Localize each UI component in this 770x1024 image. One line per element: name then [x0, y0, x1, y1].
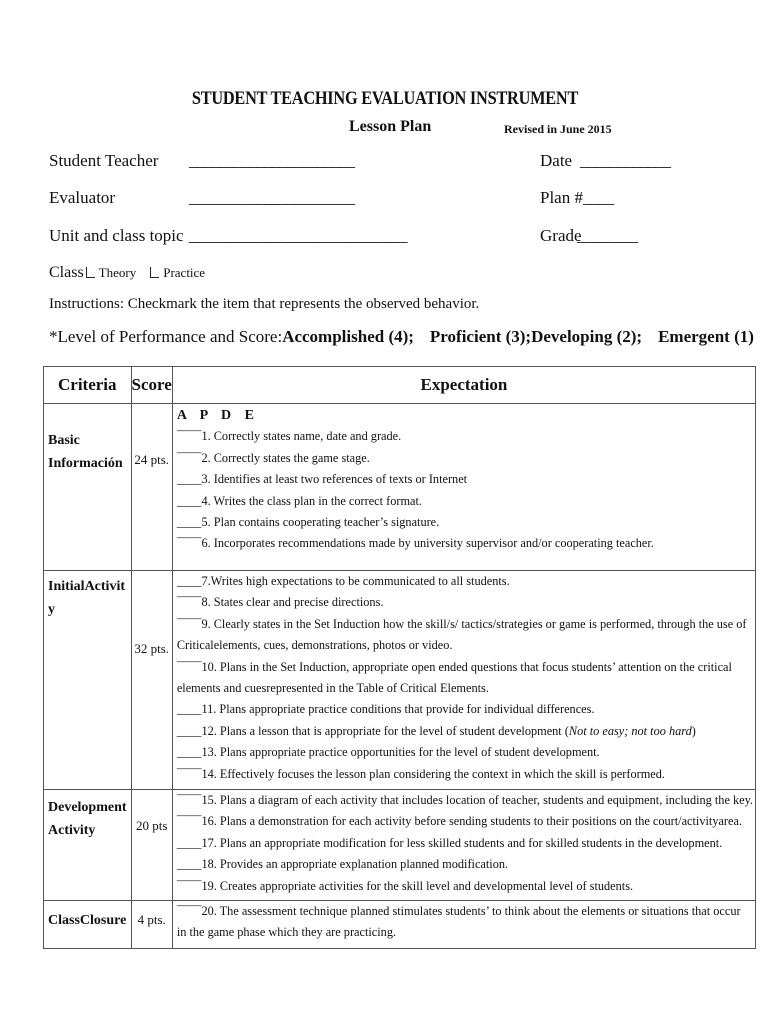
checkmark-blank[interactable]: ____ — [176, 723, 202, 738]
level-proficient: Proficient (3); — [429, 327, 532, 346]
page-subtitle: Lesson Plan — [349, 118, 432, 135]
list-item[interactable]: ¯¯¯¯16. Plans a demonstration for each activity before sending students to their positions on the court/activityarea. — [176, 814, 743, 829]
list-item[interactable]: ¯¯¯¯10. Plans in the Set Induction, appropriate open ended questions that focus students’ attention on the critical — [176, 659, 732, 674]
date-field[interactable]: ____________ — [580, 151, 670, 170]
list-item[interactable]: ¯¯¯¯6. Incorporates recommendations made by university supervisor and/or cooperating teacher. — [176, 536, 654, 551]
plan-number-label: Plan # — [540, 188, 583, 207]
criteria-cell — [44, 790, 132, 901]
checkmark-blank[interactable]: ¯¯¯¯ — [176, 766, 202, 781]
list-item[interactable]: ¯¯¯¯8. States clear and precise directions. — [176, 595, 384, 610]
criteria-label: Activity — [48, 823, 96, 838]
score-value: 24 pts. — [134, 452, 170, 467]
checkmark-blank[interactable]: ____ — [176, 574, 202, 588]
evaluator-label: Evaluator — [49, 188, 116, 207]
criteria-cell — [44, 901, 132, 949]
grade-label: Grade — [540, 226, 582, 245]
score-value: 4 pts. — [137, 912, 166, 927]
list-item[interactable]: ____17. Plans an appropriate modification for less skilled students and for skilled students in the development. — [176, 835, 723, 850]
list-item[interactable]: ____5. Plan contains cooperating teacher’s signature. — [176, 515, 440, 530]
theory-label: Theory — [98, 265, 137, 280]
expectation-cell — [172, 790, 755, 901]
checkmark-blank[interactable]: ¯¯¯¯ — [176, 904, 202, 918]
criteria-label: ClassClosure — [48, 913, 127, 928]
checkmark-blank[interactable]: ¯¯¯¯ — [176, 793, 202, 807]
checkmark-blank[interactable]: ¯¯¯¯ — [176, 878, 202, 893]
checkmark-blank[interactable]: ____ — [176, 515, 202, 530]
checkmark-blank[interactable]: ¯¯¯¯ — [176, 429, 202, 444]
instructions: Instructions: Checkmark the item that represents the observed behavior. — [49, 296, 480, 312]
list-item[interactable]: ____4. Writes the class plan in the correct format. — [176, 493, 422, 508]
header-criteria: Criteria — [44, 367, 132, 404]
evaluator-field[interactable]: ______________________ — [189, 188, 354, 207]
list-item[interactable]: ¯¯¯¯14. Effectively focuses the lesson plan considering the context in which the skill is performed. — [176, 766, 665, 781]
score-value: 20 pts — [135, 818, 168, 833]
checkmark-blank[interactable]: ____ — [176, 745, 202, 760]
criteria-label: Development — [48, 800, 127, 815]
class-type-line — [49, 264, 205, 282]
list-item[interactable]: ____13. Plans appropriate practice opportunities for the level of student development. — [176, 745, 600, 760]
page-title: STUDENT TEACHING EVALUATION INSTRUMENT — [191, 88, 579, 109]
list-item-continued: Criticalelements, cues, demonstrations, photos or video. — [176, 638, 453, 653]
expectation-cell — [172, 571, 755, 790]
checkmark-blank[interactable]: ¯¯¯¯ — [176, 595, 202, 610]
checkmark-blank[interactable]: ¯¯¯¯ — [176, 450, 202, 465]
list-item-continued: elements and cuesrepresented in the Table of Critical Elements. — [176, 681, 489, 696]
theory-checkbox[interactable] — [86, 267, 95, 278]
score-cell — [131, 571, 172, 790]
table-row — [44, 901, 756, 949]
expectation-cell — [172, 901, 755, 949]
list-item[interactable]: ¯¯¯¯19. Creates appropriate activities for the skill level and developmental level of students. — [176, 878, 634, 893]
header-expectation: Expectation — [172, 367, 755, 404]
list-item[interactable]: ¯¯¯¯20. The assessment technique planned stimulates students’ to think about the elements or situations that occur — [176, 904, 741, 918]
unit-topic-label: Unit and class topic — [49, 226, 184, 245]
criteria-cell — [44, 571, 132, 790]
apde-scale: A P D E — [176, 408, 259, 423]
plan-number-field[interactable]: ____ — [583, 188, 613, 207]
criteria-cell — [44, 404, 132, 571]
checkmark-blank[interactable]: ____ — [176, 472, 202, 487]
list-item[interactable]: ¯¯¯¯15. Plans a diagram of each activity that includes location of teacher, students and equipment, including the key. — [176, 793, 754, 807]
student-teacher-label: Student Teacher — [49, 151, 159, 170]
list-item[interactable]: ____7.Writes high expectations to be communicated to all students. — [176, 574, 510, 588]
table-row — [44, 790, 756, 901]
checkmark-blank[interactable]: ____ — [176, 702, 202, 717]
criteria-label: Información — [48, 456, 123, 471]
unit-topic-field[interactable]: _____________________________ — [189, 226, 407, 245]
header-score: Score — [131, 367, 172, 404]
italic-note: Not to easy; not too hard — [568, 723, 692, 738]
criteria-label: y — [48, 602, 55, 617]
expectation-cell — [172, 404, 755, 571]
score-cell — [131, 404, 172, 571]
score-cell — [131, 901, 172, 949]
score-value: 32 pts. — [134, 641, 170, 656]
list-item[interactable]: ¯¯¯¯1. Correctly states name, date and grade. — [176, 429, 402, 444]
checkmark-blank[interactable]: ¯¯¯¯ — [176, 659, 202, 674]
checkmark-blank[interactable]: ¯¯¯¯ — [176, 616, 202, 631]
evaluation-table — [43, 366, 756, 949]
table-header-row — [44, 367, 756, 404]
list-item[interactable]: ____18. Provides an appropriate explanation planned modification. — [176, 857, 509, 872]
revision-note: Revised in June 2015 — [504, 122, 612, 136]
date-label: Date — [540, 151, 573, 170]
list-item[interactable]: ¯¯¯¯9. Clearly states in the Set Induction how the skill/s/ tactics/strategies or game is performed, through the use of — [176, 616, 747, 631]
practice-checkbox[interactable] — [150, 267, 159, 278]
list-item[interactable]: ____11. Plans appropriate practice conditions that provide for individual differences. — [176, 702, 595, 717]
performance-levels — [49, 327, 754, 347]
criteria-label: InitialActivit — [48, 579, 125, 594]
student-teacher-field[interactable]: ______________________ — [189, 151, 354, 170]
checkmark-blank[interactable]: ¯¯¯¯ — [176, 536, 202, 551]
performance-prefix: *Level of Performance and Score: — [49, 327, 283, 346]
grade-field[interactable]: ________ — [577, 226, 637, 245]
list-item[interactable]: ¯¯¯¯2. Correctly states the game stage. — [176, 450, 370, 465]
checkmark-blank[interactable]: ____ — [176, 857, 202, 872]
level-emergent: Emergent (1) — [658, 327, 754, 346]
criteria-label: Basic — [48, 433, 80, 448]
list-item-continued: in the game phase which they are practicing. — [176, 925, 397, 940]
table-row — [44, 404, 756, 571]
practice-label: Practice — [163, 265, 206, 280]
level-developing: Developing (2); — [531, 327, 643, 346]
checkmark-blank[interactable]: ¯¯¯¯ — [176, 814, 202, 829]
list-item[interactable]: ____3. Identifies at least two references of texts or Internet — [176, 472, 468, 487]
list-item[interactable]: ____12. Plans a lesson that is appropriate for the level of student development (Not to easy; not too hard) — [176, 723, 696, 738]
score-cell — [131, 790, 172, 901]
checkmark-blank[interactable]: ____ — [176, 493, 202, 508]
checkmark-blank[interactable]: ____ — [176, 835, 202, 850]
class-label: Class — [49, 264, 84, 281]
table-row — [44, 571, 756, 790]
level-accomplished: Accomplished (4); — [282, 327, 414, 346]
